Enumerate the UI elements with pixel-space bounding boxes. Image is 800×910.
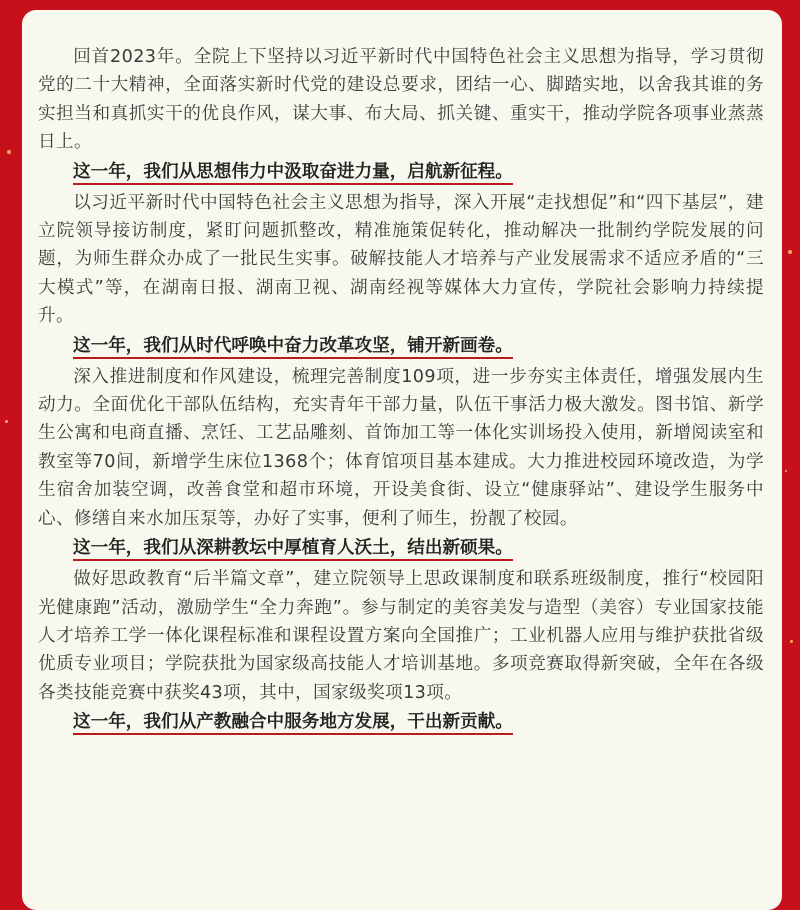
section-heading-text: 这一年，我们从深耕教坛中厚植育人沃土，结出新硕果。 xyxy=(73,538,513,561)
section-heading xyxy=(38,159,764,185)
section-heading-text: 这一年，我们从思想伟力中汲取奋进力量，启航新征程。 xyxy=(73,162,513,185)
body-paragraph: 以习近平新时代中国特色社会主义思想为指导，深入开展“走找想促”和“四下基层”，建立院领导接访制度，紧盯问题抓整改，精准施策促转化，推动解决一批制约学院发展的问题，为师生群众办成了一批民生实事。破解技能人才培养与产业发展需求不适应矛盾的“三大模式”等，在湖南日报、湖南卫视、湖南经视等媒体大力宣传，学院社会影响力持续提升。 xyxy=(38,192,764,327)
sparkle-decoration xyxy=(5,420,8,423)
section-heading xyxy=(38,709,764,735)
sparkle-decoration xyxy=(790,640,793,643)
intro-paragraph: 回首2023年。全院上下坚持以习近平新时代中国特色社会主义思想为指导，学习贯彻党的二十大精神，全面落实新时代党的建设总要求，团结一心、脚踏实地，以舍我其谁的务实担当和真抓实干的优良作风，谋大事、布大局、抓关键、重实干，推动学院各项事业蒸蒸日上。 xyxy=(38,47,764,153)
section-heading-text: 这一年，我们从时代呼唤中奋力改革攻坚，铺开新画卷。 xyxy=(73,336,513,359)
section-heading-text: 这一年，我们从产教融合中服务地方发展，干出新贡献。 xyxy=(73,712,513,735)
body-paragraph: 做好思政教育“后半篇文章”，建立院领导上思政课制度和联系班级制度，推行“校园阳光健康跑”活动，激励学生“全力奔跑”。参与制定的美容美发与造型（美容）专业国家技能人才培养工学一体化课程标准和课程设置方案向全国推广；工业机器人应用与维护获批省级优质专业项目；学院获批为国家级高技能人才培训基地。多项竞赛取得新突破，全年在各级各类技能竞赛中获奖43项，其中，国家级奖项13项。 xyxy=(38,569,764,703)
article-card xyxy=(22,10,782,910)
sparkle-decoration xyxy=(7,150,11,154)
body-paragraph: 深入推进制度和作风建设，梳理完善制度109项，进一步夯实主体责任，增强发展内生动力。全面优化干部队伍结构，充实青年干部力量，队伍干事活力极大激发。图书馆、新学生公寓和电商直播、烹饪、工艺品雕刻、首饰加工等一体化实训场投入使用，新增阅读室和教室等70间，新增学生床位1368个；体育馆项目基本建成。大力推进校园环境改造，为学生宿舍加装空调，改善食堂和超市环境，开设美食街、设立“健康驿站”、建设学生服务中心、修缮自来水加压泵等，办好了实事，便利了师生，扮靓了校园。 xyxy=(38,366,764,529)
section-heading xyxy=(38,535,764,561)
sparkle-decoration xyxy=(785,470,787,472)
sparkle-decoration xyxy=(788,250,792,254)
section-heading xyxy=(38,333,764,359)
